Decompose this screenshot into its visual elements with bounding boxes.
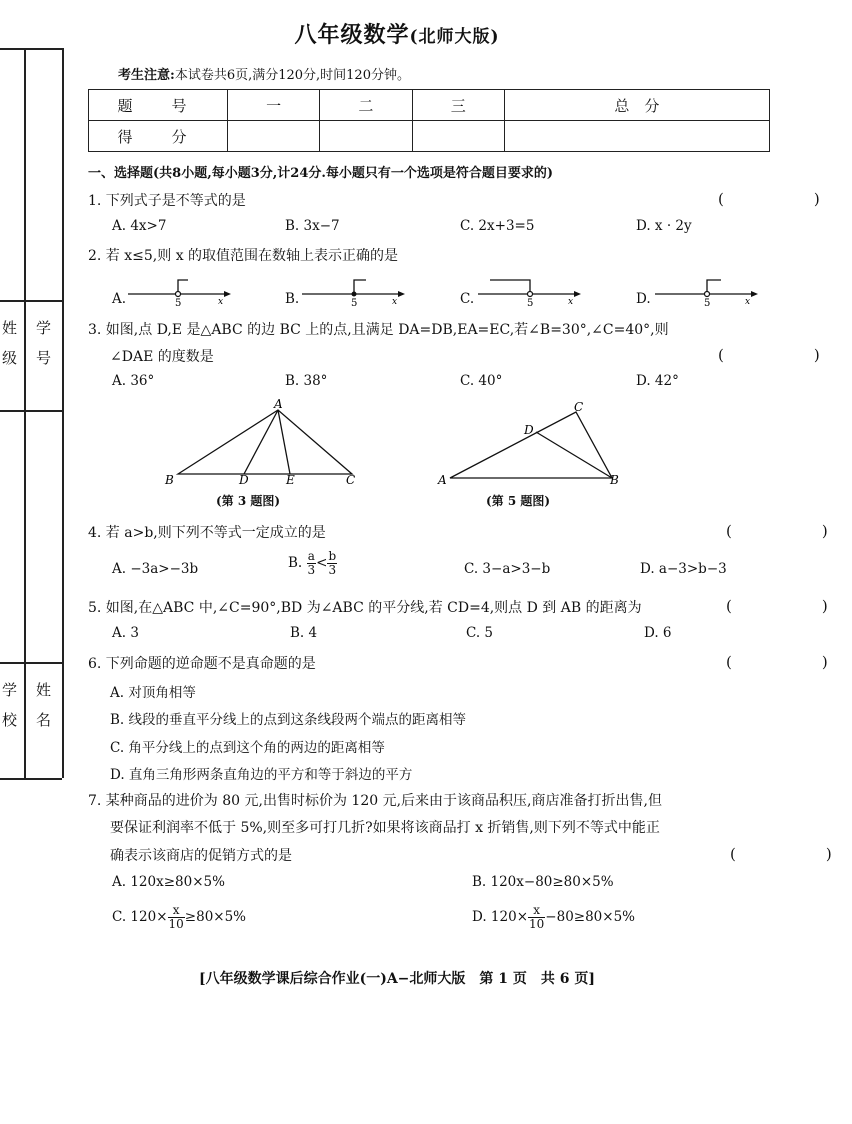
- axis-label-x: x: [745, 297, 751, 307]
- q5-stem: 5. 如图,在△ABC 中,∠C=90°,BD 为∠ABC 的平分线,若 CD=4,则点 D 到 AB 的距离为: [88, 600, 642, 616]
- label-A: A: [438, 473, 447, 487]
- denominator: 3: [307, 563, 316, 577]
- q7-option-d: [472, 904, 635, 931]
- q5-option-c: C. 5: [466, 625, 494, 641]
- q3-option-d: D. 42°: [636, 373, 679, 389]
- q6-option-b: B. 线段的垂直平分线上的点到这条线段两个端点的距离相等: [110, 712, 467, 728]
- margin-line-outer: [24, 48, 26, 778]
- score-cell-header: 总 分: [504, 90, 769, 121]
- q7-c-suffix: ≥80×5%: [184, 909, 247, 925]
- q7-option-c: [112, 904, 246, 931]
- score-blank-cell[interactable]: [412, 121, 504, 152]
- label-B: B: [610, 473, 619, 487]
- q3-option-a: A. 36°: [112, 373, 155, 389]
- margin-line-mid3: [0, 662, 62, 664]
- q4-option-d: D. a−3>b−3: [640, 561, 727, 577]
- denominator: 10: [529, 917, 545, 931]
- score-blank-cell[interactable]: [228, 121, 320, 152]
- label-E: E: [286, 473, 295, 487]
- q4-option-c: C. 3−a>3−b: [464, 561, 551, 577]
- notice-label: 考生注意:: [118, 68, 175, 83]
- q7-stem-line2: 要保证利润率不低于 5%,则至多可打几折?如果将该商品打 x 折销售,则下列不等式中能正: [110, 820, 660, 836]
- numerator: x: [168, 904, 185, 918]
- q7-c-prefix: C. 120×: [112, 909, 168, 925]
- tick-label-5: 5: [175, 298, 182, 309]
- q5-answer-paren[interactable]: ( ): [726, 597, 848, 615]
- q3-option-c: C. 40°: [460, 373, 503, 389]
- q6-answer-paren[interactable]: ( ): [726, 653, 848, 671]
- score-blank-cell[interactable]: [504, 121, 769, 152]
- label-B: B: [165, 473, 174, 487]
- q1-answer-paren[interactable]: ( ): [718, 190, 840, 208]
- q5-option-b: B. 4: [290, 625, 318, 641]
- side-school-label: 学 校: [0, 682, 18, 727]
- q5-option-a: A. 3: [112, 625, 139, 641]
- q4-answer-paren[interactable]: ( ): [726, 522, 848, 540]
- score-table: [88, 89, 770, 152]
- margin-line-mid2: [0, 410, 62, 412]
- number-line-d: [655, 268, 765, 308]
- figure-q5-triangle: [436, 400, 626, 490]
- axis-label-x: x: [218, 297, 224, 307]
- label-D: D: [239, 473, 249, 487]
- q6-stem: 6. 下列命题的逆命题不是真命题的是: [88, 656, 316, 672]
- q7-stem-line3: 确表示该商店的促销方式的是: [110, 848, 292, 864]
- section-heading: 一、选择题(共8小题,每小题3分,计24分.每小题只有一个选项是符合题目要求的): [88, 166, 554, 181]
- q1-option-b: B. 3x−7: [285, 218, 340, 234]
- fraction: [327, 550, 337, 577]
- title-edition: (北师大版): [409, 27, 500, 47]
- title-text: 八年级数学: [294, 22, 410, 48]
- score-blank-cell[interactable]: [320, 121, 412, 152]
- score-cell-header: 题 号: [89, 90, 228, 121]
- label-C: C: [346, 473, 356, 487]
- side-name-label: 姓 名: [34, 682, 52, 727]
- label-D: D: [524, 423, 534, 437]
- q2-option-c: C.: [460, 291, 475, 307]
- score-table-header-row: [89, 90, 770, 121]
- denominator: 3: [328, 563, 337, 577]
- number-line-b: [302, 268, 412, 308]
- score-cell-header: 二: [320, 90, 412, 121]
- notice-text: 本试卷共6页,满分120分,时间120分钟。: [174, 68, 410, 83]
- q6-option-d: D. 直角三角形两条直角边的平方和等于斜边的平方: [110, 767, 413, 783]
- q4-b-prefix: B.: [288, 555, 303, 571]
- fraction: [168, 904, 185, 931]
- number-line-a: [128, 268, 238, 308]
- figure-3-caption: (第 3 题图): [216, 494, 281, 508]
- q7-stem-line1: 7. 某种商品的进价为 80 元,出售时标价为 120 元,后来由于该商品积压,商店准备打折出售,但: [88, 793, 662, 809]
- side-id-label: 学 号: [34, 320, 52, 365]
- q2-stem: 2. 若 x≤5,则 x 的取值范围在数轴上表示正确的是: [88, 248, 399, 264]
- page-footer: [八年级数学课后综合作业(一)A−北师大版 第 1 页 共 6 页]: [198, 971, 596, 987]
- number-line-c: [478, 268, 588, 308]
- q7-answer-paren[interactable]: ( ): [730, 845, 852, 863]
- side-class-label: 姓 级: [0, 320, 18, 365]
- tick-label-5: 5: [351, 298, 358, 309]
- exam-notice: [118, 64, 410, 83]
- numerator: x: [528, 904, 545, 918]
- margin-line-mid1: [0, 300, 62, 302]
- figure-5-caption: (第 5 题图): [486, 494, 551, 508]
- q7-d-suffix: −80≥80×5%: [545, 909, 636, 925]
- q7-option-a: A. 120x≥80×5%: [112, 874, 225, 890]
- fraction: [528, 904, 545, 931]
- tick-label-5: 5: [704, 298, 711, 309]
- q7-d-prefix: D. 120×: [472, 909, 529, 925]
- q3-option-b: B. 38°: [285, 373, 328, 389]
- page-title: [0, 18, 794, 49]
- numerator: a: [307, 549, 315, 563]
- label-C: C: [574, 400, 584, 414]
- q2-option-d: D.: [636, 291, 651, 307]
- axis-label-x: x: [568, 297, 574, 307]
- q3-answer-paren[interactable]: ( ): [718, 346, 840, 364]
- score-cell-header: 三: [412, 90, 504, 121]
- q6-option-a: A. 对顶角相等: [110, 685, 196, 701]
- q1-stem: 1. 下列式子是不等式的是: [88, 193, 246, 209]
- score-cell-header: 一: [228, 90, 320, 121]
- q4-option-a: A. −3a>−3b: [112, 561, 199, 577]
- margin-bottom-line: [0, 778, 62, 780]
- q3-stem-line2: ∠DAE 的度数是: [110, 349, 214, 365]
- margin-line-inner: [62, 48, 64, 778]
- q5-option-d: D. 6: [644, 625, 672, 641]
- q4-option-b: [288, 550, 337, 577]
- q2-option-b: B.: [285, 291, 300, 307]
- figure-q3-triangle: [160, 398, 370, 488]
- q4-stem: 4. 若 a>b,则下列不等式一定成立的是: [88, 525, 326, 541]
- q7-option-b: B. 120x−80≥80×5%: [472, 874, 614, 890]
- score-row-label: 得 分: [89, 121, 228, 152]
- label-A: A: [274, 397, 283, 411]
- q1-option-d: D. x · 2y: [636, 218, 692, 234]
- q1-option-a: A. 4x>7: [112, 218, 167, 234]
- q1-option-c: C. 2x+3=5: [460, 218, 535, 234]
- q2-option-a: A.: [112, 291, 127, 307]
- score-table-score-row: [89, 121, 770, 152]
- fraction: [307, 550, 317, 577]
- tick-label-5: 5: [527, 298, 534, 309]
- q4-b-op: <: [316, 555, 328, 571]
- numerator: b: [328, 549, 337, 563]
- denominator: 10: [168, 917, 184, 931]
- axis-label-x: x: [392, 297, 398, 307]
- q3-stem: 3. 如图,点 D,E 是△ABC 的边 BC 上的点,且满足 DA=DB,EA=EC,若∠B=30°,∠C=40°,则: [88, 322, 669, 338]
- q6-option-c: C. 角平分线上的点到这个角的两边的距离相等: [110, 740, 385, 756]
